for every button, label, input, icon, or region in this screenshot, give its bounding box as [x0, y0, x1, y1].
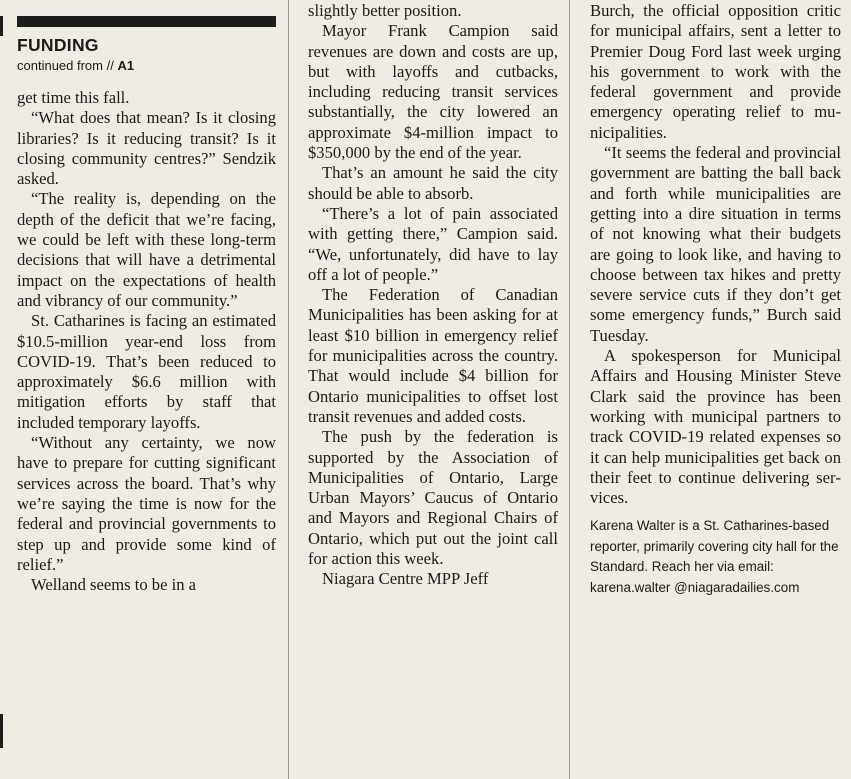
section-top-bar [17, 16, 276, 27]
column-rule-2 [569, 0, 570, 779]
article-column-3 [576, 0, 851, 779]
kicker-heading: FUNDING [17, 35, 99, 55]
article-column-1 [0, 0, 282, 779]
paragraph: Mayor Frank Campion said revenues are down and costs are up, but with layoffs and cutbacks, including reducing transit services substantially, the city lowered an approximate $4-million impact to $350,000 by the end of the year. [308, 21, 558, 163]
author-bio: Karena Walter is a St. Catharines-based reporter, primarily covering city hall for the Standard. Reach her via email: karena.walter @niagaradailies.com [590, 518, 839, 595]
paragraph: The push by the federation is supported by the Association of Municipalities of Ontario, Large Urban Mayors’ Caucus of Ontario and Mayors and Regional Chairs of Ontario, which put out the joint call for action this week. [308, 427, 558, 569]
paragraph: Burch, the official opposition critic for municipal affairs, sent a letter to Premier Doug Ford last week urging his government to work with the federal government and provide emergency operating relief to municipalities. [590, 1, 841, 142]
paragraph: “It seems the federal and provincial government are batting the ball back and forth while municipalities are getting into a dire situation in terms of not knowing what their budgets are going to look like, and having to choose between tax hikes and pretty severe service cuts if they don’t get some emergency funds,” Burch said Tuesday. [590, 143, 841, 345]
continued-from-line [17, 57, 276, 74]
continued-page-ref[interactable]: A1 [117, 58, 135, 73]
paragraph: “The reality is, depending on the depth of the deficit that we’re facing, we could be left with these long-term decisions that will have a detrimental impact on the expectations of health and vibrancy of our community.” [17, 189, 276, 310]
continued-from-text: continued from // [17, 58, 118, 73]
paragraph: St. Catharines is facing an estimated $10.5-million year-end loss from COVID-19. That’s been reduced to approximately $6.6 million with mitigation efforts by staff that included temporary layoffs. [17, 311, 276, 432]
paragraph: “What does that mean? Is it closing libraries? Is it reducing transit? Is it closing community centres?” Sendzik asked. [17, 108, 276, 189]
paragraph: “Without any certainty, we now have to prepare for cutting significant services across the board. That’s why we’re saying the time is now for the federal and provincial governments to step up and provide some kind of relief.” [17, 433, 276, 574]
paragraph: get time this fall. [17, 88, 130, 107]
column-rule-1 [288, 0, 289, 779]
paragraph: A spokesperson for Municipal Affairs and Housing Minister Steve Clark said the province has been working with municipal partners to track COVID-19 related expenses so it can help municipalities get back on their feet to continue delivering services. [590, 346, 841, 508]
paragraph: slightly better position. [308, 1, 462, 20]
paragraph: The Federation of Canadian Municipalities has been asking for at least $10 billion in emergency relief for municipalities across the country. That would include $4 billion for Ontario municipalities to offset lost transit revenues and added costs. [308, 285, 558, 426]
paragraph: “There’s a lot of pain associated with getting there,” Campion said. “We, unfortunately, did have to lay off a lot of people.” [308, 203, 558, 284]
paragraph: Niagara Centre MPP Jeff [322, 569, 489, 589]
paragraph: Welland seems to be in a [31, 575, 197, 595]
paragraph: That’s an amount he said the city should be able to absorb. [308, 163, 558, 203]
article-column-2 [294, 0, 564, 779]
